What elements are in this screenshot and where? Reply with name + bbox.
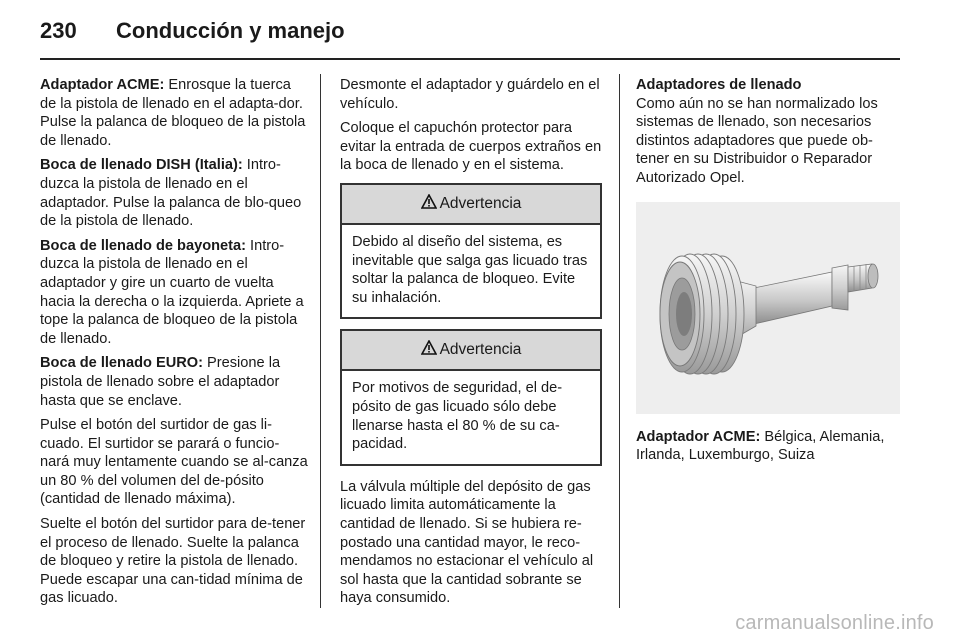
- header-divider: [40, 58, 900, 60]
- paragraph-euro: [40, 354, 308, 410]
- paragraph-suelte-boton: Suelte el botón del surtidor para de-tener el proceso de llenado. Suelte la palanca de bloqueo y retire la pistola de llenado. Puede escapar una can-tidad mínima de gas licuado.: [40, 516, 306, 607]
- column-divider-2: [619, 74, 620, 608]
- warning-header-1: [342, 185, 600, 225]
- heading-adaptadores: Adaptadores de llenado: [636, 77, 802, 93]
- chapter-title: Conducción y manejo: [116, 18, 345, 43]
- page-header: [40, 12, 900, 52]
- warning-box-2: [340, 329, 602, 465]
- paragraph-adaptadores: Como aún no se han normalizado los sistemas de llenado, son necesarios distintos adaptadores que puede ob-tener en su Distribuidor o Reparador Autorizado Opel.: [636, 95, 878, 186]
- caption-text: Bélgica, Alemania, Irlanda, Luxemburgo, Suiza: [636, 428, 885, 464]
- warning-box-1: [340, 183, 602, 319]
- paragraph-bayoneta: [40, 237, 308, 349]
- adapter-illustration: [636, 202, 900, 414]
- text-acme: Enrosque la tuerca de la pistola de llenado en el adapta-dor. Pulse la palanca de bloqueo de la pistola de llenado.: [40, 77, 306, 149]
- paragraph-desmonte: Desmonte el adaptador y guárdelo en el vehículo.: [340, 77, 600, 112]
- label-dish: Boca de llenado DISH (Italia):: [40, 157, 243, 174]
- caption-label: Adaptador ACME:: [636, 428, 761, 445]
- text-bayoneta: Intro-duzca la pistola de llenado en el adaptador y gire un cuarto de vuelta hacia la derecha o la izquierda. Apriete a tope la palanca de bloqueo de la pistola de llenado.: [40, 237, 304, 347]
- warning-title-2: Advertencia: [439, 341, 522, 359]
- warning-text-2: Por motivos de seguridad, el de-pósito de gas licuado sólo debe llenarse hasta el 80 % de su ca-pacidad.: [352, 380, 563, 453]
- label-acme: Adaptador ACME:: [40, 77, 165, 93]
- label-euro: Boca de llenado EURO:: [40, 355, 203, 372]
- column-3: [636, 76, 902, 471]
- section-heading: [636, 76, 902, 95]
- warning-text-1: Debido al diseño del sistema, es inevitable que salga gas licuado tras soltar la palanca de bloqueo. Evite su inhalación.: [352, 233, 588, 306]
- paragraph-pulse-boton: Pulse el botón del surtidor de gas li-cuado. El surtidor se parará o funcio-nará muy lentamente cuando se al-canza un 80 % del volumen del de-pósito (cantidad de llenado máxima).: [40, 417, 308, 508]
- caption-acme: [636, 428, 902, 465]
- paragraph-acme: [40, 76, 308, 150]
- warning-title-1: Advertencia: [439, 194, 522, 212]
- label-bayoneta: Boca de llenado de bayoneta:: [40, 237, 246, 254]
- paragraph-valvula: La válvula múltiple del depósito de gas licuado limita automáticamente la cantidad de llenado. Si se hubiera re-postado una cantidad mayor, le reco-mendamos no estacionar el vehículo al sol hasta que la cantidad sobrante se haya consumido.: [340, 478, 594, 607]
- column-2: [340, 76, 602, 614]
- column-divider-1: [320, 74, 321, 608]
- warning-icon: [421, 340, 437, 361]
- acme-adapter-image: [636, 202, 900, 414]
- warning-icon: [421, 194, 437, 215]
- page-number: 230: [40, 18, 77, 43]
- warning-header-2: [342, 331, 600, 371]
- paragraph-capuchon: Coloque el capuchón protector para evitar la entrada de cuerpos extraños en la boca de llenado y en el sistema.: [340, 120, 602, 174]
- watermark: carmanualsonline.info: [735, 612, 934, 634]
- text-euro: Presione la pistola de llenado sobre el adaptador hasta que se enclave.: [40, 355, 281, 409]
- paragraph-dish: [40, 156, 308, 230]
- column-1: [40, 76, 308, 614]
- text-dish: Intro-duzca la pistola de llenado en el adaptador. Pulse la palanca de blo-queo de la pistola de llenado.: [40, 157, 302, 230]
